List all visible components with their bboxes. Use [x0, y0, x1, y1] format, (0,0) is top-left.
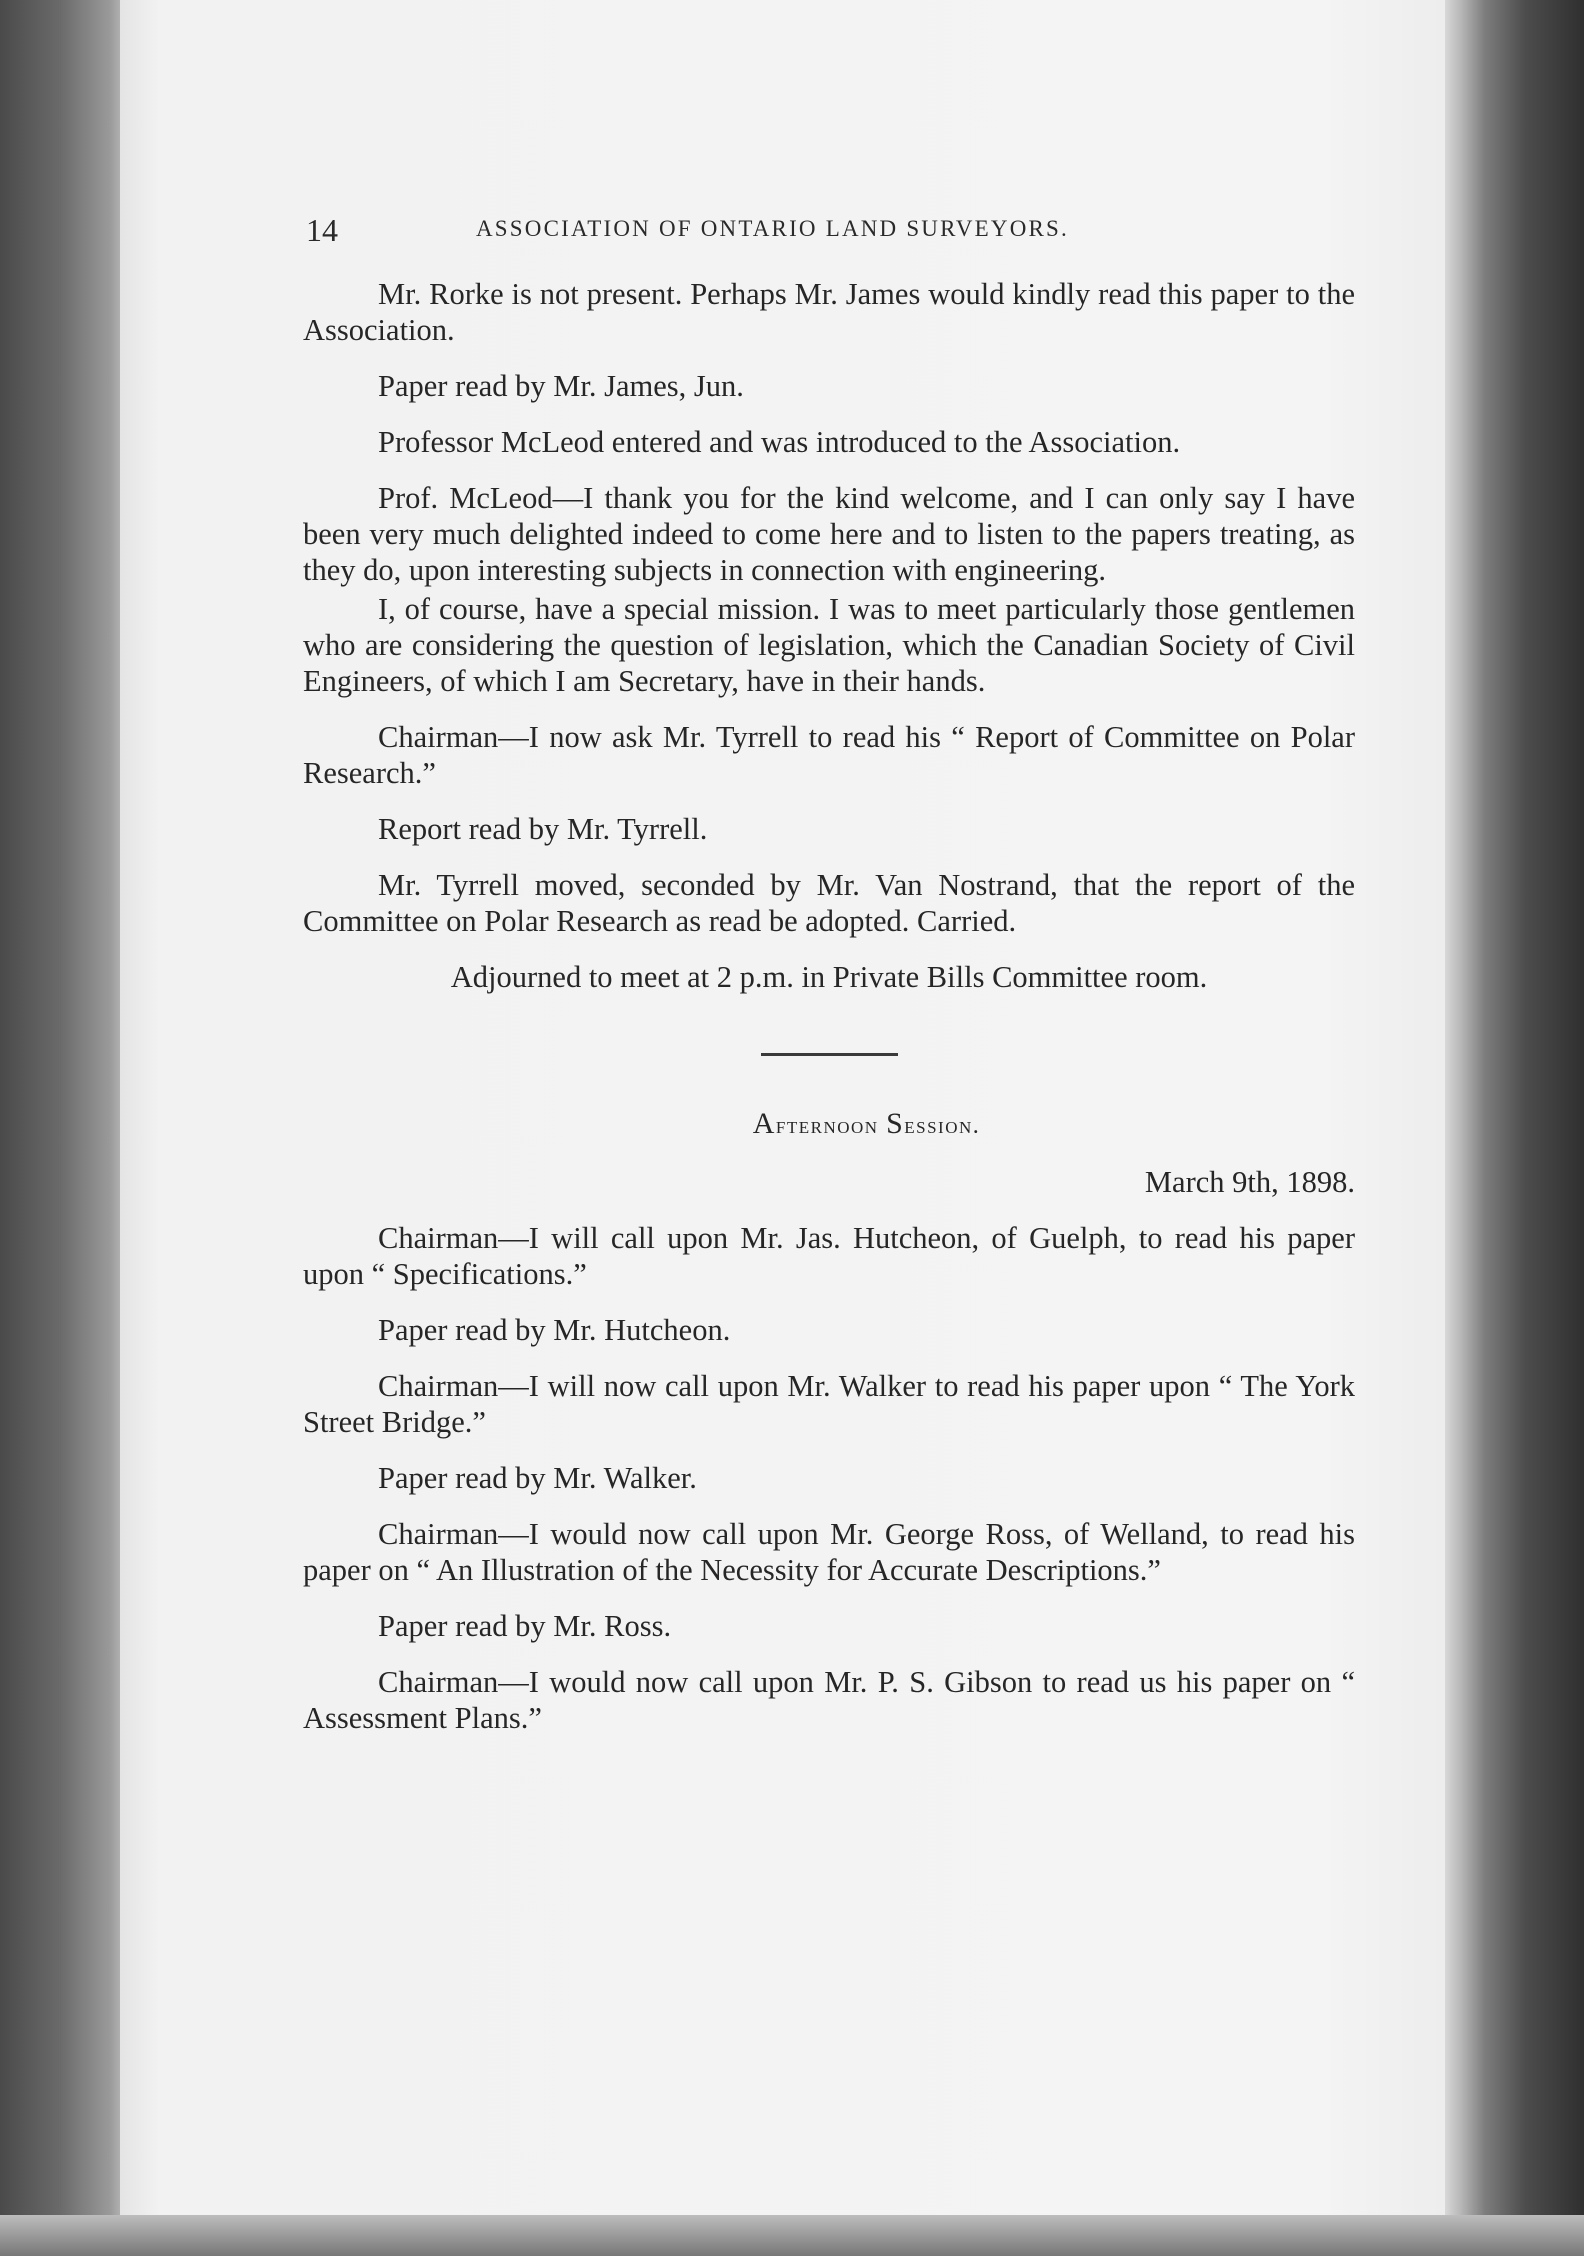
paragraph: Paper read by Mr. James, Jun.: [378, 369, 744, 403]
paragraph: Chairman—I would now call upon Mr. George Ross, of Welland, to read his paper on “ An Illustration of the Necessity for Accurate Descriptions.”: [303, 1517, 1355, 1587]
paragraph: Prof. McLeod—I thank you for the kind welcome, and I can only say I have been very much delighted indeed to come here and to listen to the papers treating, as they do, upon interesting subjects in connection with engineering.: [303, 481, 1355, 587]
page-right-shadow: [1445, 0, 1584, 2256]
paragraph: Paper read by Mr. Walker.: [378, 1461, 697, 1495]
page-bottom-shadow: [0, 2215, 1584, 2256]
paragraph: Mr. Rorke is not present. Perhaps Mr. James would kindly read this paper to the Association.: [303, 277, 1355, 347]
session-heading: Afternoon Session.: [752, 1107, 981, 1140]
paragraph: Paper read by Mr. Ross.: [378, 1609, 672, 1643]
paragraph: Chairman—I would now call upon Mr. P. S. Gibson to read us his paper on “ Assessment Plans.”: [303, 1665, 1355, 1735]
paragraph: Chairman—I now ask Mr. Tyrrell to read his “ Report of Committee on Polar Research.”: [303, 720, 1355, 790]
paragraph: Chairman—I will now call upon Mr. Walker to read his paper upon “ The York Street Bridge.”: [303, 1369, 1355, 1439]
paragraph: Report read by Mr. Tyrrell.: [378, 812, 708, 846]
book-binding-edge: [0, 0, 135, 2256]
paragraph: Mr. Tyrrell moved, seconded by Mr. Van Nostrand, that the report of the Committee on Polar Research as read be adopted. Carried.: [303, 868, 1355, 938]
paragraph: I, of course, have a special mission. I was to meet particularly those gentlemen who are considering the question of legislation, which the Canadian Society of Civil Engineers, of which I am Secretary, have in their hands.: [303, 592, 1355, 698]
running-head: ASSOCIATION OF ONTARIO LAND SURVEYORS.: [476, 216, 1069, 241]
adjournment-line: Adjourned to meet at 2 p.m. in Private Bills Committee room.: [450, 960, 1208, 994]
paragraph: Professor McLeod entered and was introduced to the Association.: [378, 425, 1181, 459]
page-body: [303, 276, 1355, 1756]
page-header: [306, 212, 1350, 252]
page-number: 14: [306, 212, 338, 248]
paragraph: Paper read by Mr. Hutcheon.: [378, 1313, 731, 1347]
session-date: March 9th, 1898.: [1144, 1165, 1355, 1199]
paragraph: Chairman—I will call upon Mr. Jas. Hutcheon, of Guelph, to read his paper upon “ Specifications.”: [303, 1221, 1355, 1291]
section-divider: [761, 1053, 898, 1056]
